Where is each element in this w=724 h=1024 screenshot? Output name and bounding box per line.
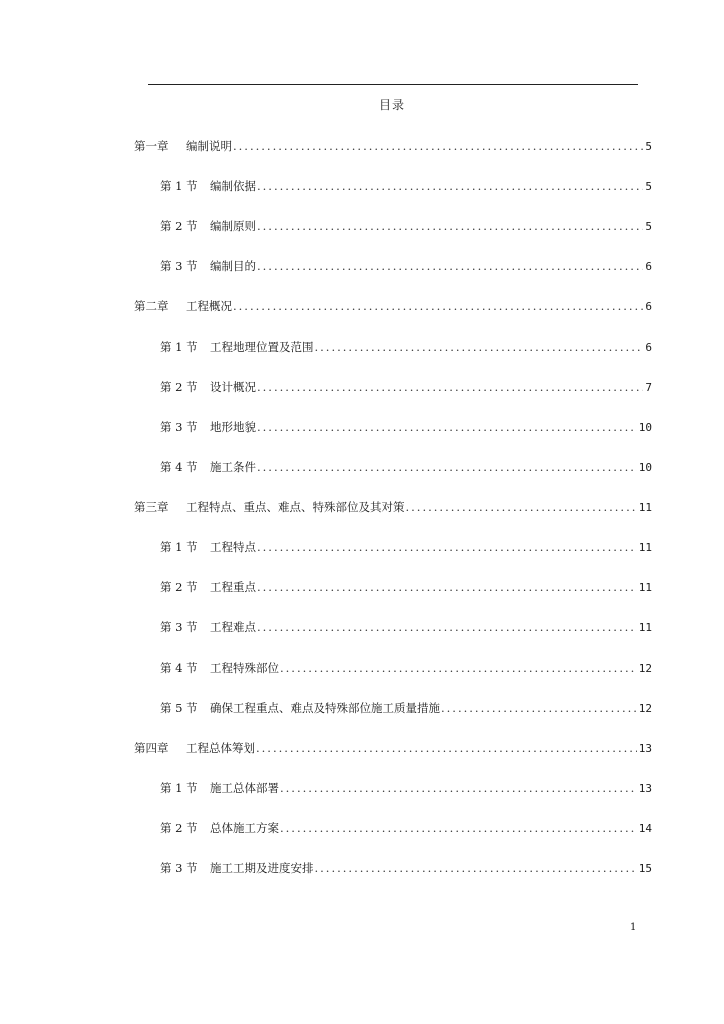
toc-entry-section[interactable] <box>160 218 652 234</box>
dot-leader <box>257 419 637 435</box>
toc-entry-page: 5 <box>645 220 652 233</box>
toc-entry-label: 设计概况 <box>210 380 256 394</box>
toc-entry-number: 第 4 节 <box>160 460 198 474</box>
dot-leader <box>257 178 643 194</box>
toc-entry-chapter-3[interactable] <box>134 499 652 515</box>
toc-entry-section[interactable] <box>160 178 652 194</box>
toc-entry-chapter-4[interactable] <box>134 740 652 756</box>
toc-entry-number: 第 3 节 <box>160 259 198 273</box>
toc-entry-section[interactable] <box>160 459 652 475</box>
toc-entry-section[interactable] <box>160 820 652 836</box>
dot-leader <box>406 499 637 515</box>
toc-entry-number: 第三章 <box>134 500 169 514</box>
dot-leader <box>280 780 637 796</box>
dot-leader <box>257 258 643 274</box>
toc-entry-chapter-1[interactable] <box>134 138 652 154</box>
toc-entry-section[interactable] <box>160 579 652 595</box>
toc-entry-page: 6 <box>645 341 652 354</box>
toc-entry-number: 第二章 <box>134 299 169 313</box>
toc-entry-number: 第 1 节 <box>160 340 198 354</box>
toc-entry-number: 第 1 节 <box>160 781 198 795</box>
dot-leader <box>257 218 643 234</box>
toc-entry-label: 工程总体筹划 <box>186 741 255 755</box>
toc-entry-number: 第 3 节 <box>160 861 198 875</box>
toc-entry-label: 总体施工方案 <box>210 821 279 835</box>
toc-entry-page: 11 <box>638 621 652 634</box>
toc-entry-label: 工程概况 <box>186 299 232 313</box>
toc-entry-number: 第 1 节 <box>160 179 198 193</box>
dot-leader <box>257 539 637 555</box>
toc-entry-section[interactable] <box>160 339 652 355</box>
toc-entry-number: 第 2 节 <box>160 380 198 394</box>
toc-entry-label: 工程重点 <box>210 580 256 594</box>
dot-leader <box>257 619 637 635</box>
toc-entry-label: 编制目的 <box>210 259 256 273</box>
toc-entry-number: 第 2 节 <box>160 821 198 835</box>
toc-entry-number: 第 4 节 <box>160 661 198 675</box>
toc-entry-page: 6 <box>645 300 652 313</box>
toc-entry-page: 12 <box>638 662 652 675</box>
toc-entry-page: 11 <box>638 501 652 514</box>
dot-leader <box>280 660 637 676</box>
toc-entry-page: 10 <box>638 421 652 434</box>
toc-entry-section[interactable] <box>160 539 652 555</box>
toc-entry-number: 第 5 节 <box>160 701 198 715</box>
toc-entry-label: 确保工程重点、难点及特殊部位施工质量措施 <box>210 701 440 715</box>
toc-entry-label: 工程难点 <box>210 620 256 634</box>
toc-entry-page: 13 <box>638 742 652 755</box>
toc-entry-label: 编制依据 <box>210 179 256 193</box>
dot-leader <box>256 740 637 756</box>
dot-leader <box>257 579 637 595</box>
dot-leader <box>441 700 637 716</box>
dot-leader <box>233 138 643 154</box>
toc-entry-page: 12 <box>638 702 652 715</box>
toc-entry-label: 编制原则 <box>210 219 256 233</box>
toc-entry-chapter-2[interactable] <box>134 298 652 314</box>
toc-entry-label: 施工条件 <box>210 460 256 474</box>
toc-entry-page: 6 <box>645 260 652 273</box>
toc-entry-section[interactable] <box>160 780 652 796</box>
toc-entry-page: 7 <box>645 381 652 394</box>
toc-entry-section[interactable] <box>160 660 652 676</box>
toc-entry-page: 10 <box>638 461 652 474</box>
toc-entry-page: 15 <box>638 862 652 875</box>
dot-leader <box>280 820 637 836</box>
toc-entry-label: 工程特点、重点、难点、特殊部位及其对策 <box>186 500 405 514</box>
toc-entry-page: 13 <box>638 782 652 795</box>
toc-entry-page: 5 <box>645 140 652 153</box>
dot-leader <box>257 379 643 395</box>
toc-entry-section[interactable] <box>160 860 652 876</box>
toc-entry-label: 工程特殊部位 <box>210 661 279 675</box>
dot-leader <box>233 298 643 314</box>
toc-entry-page: 5 <box>645 180 652 193</box>
dot-leader <box>315 339 644 355</box>
toc-title: 目录 <box>378 98 405 112</box>
toc-entry-number: 第 3 节 <box>160 620 198 634</box>
toc-entry-label: 施工工期及进度安排 <box>210 861 314 875</box>
toc-entry-page: 14 <box>638 822 652 835</box>
toc-entry-number: 第四章 <box>134 741 169 755</box>
toc-entry-label: 编制说明 <box>186 139 232 153</box>
toc-entry-label: 工程特点 <box>210 540 256 554</box>
toc-entry-section[interactable] <box>160 419 652 435</box>
toc-entry-number: 第 2 节 <box>160 219 198 233</box>
dot-leader <box>257 459 637 475</box>
toc-entry-section[interactable] <box>160 619 652 635</box>
toc-entry-section[interactable] <box>160 379 652 395</box>
toc-entry-section[interactable] <box>160 700 652 716</box>
toc-entry-label: 工程地理位置及范围 <box>210 340 314 354</box>
page-number: 1 <box>630 922 637 933</box>
toc-entry-label: 施工总体部署 <box>210 781 279 795</box>
header-rule <box>148 84 638 85</box>
toc-entry-number: 第 3 节 <box>160 420 198 434</box>
toc-entry-page: 11 <box>638 581 652 594</box>
toc-entry-label: 地形地貌 <box>210 420 256 434</box>
toc-entry-number: 第 1 节 <box>160 540 198 554</box>
toc-entry-page: 11 <box>638 541 652 554</box>
dot-leader <box>315 860 637 876</box>
toc-entry-number: 第一章 <box>134 139 169 153</box>
toc-entry-section[interactable] <box>160 258 652 274</box>
toc-entry-number: 第 2 节 <box>160 580 198 594</box>
